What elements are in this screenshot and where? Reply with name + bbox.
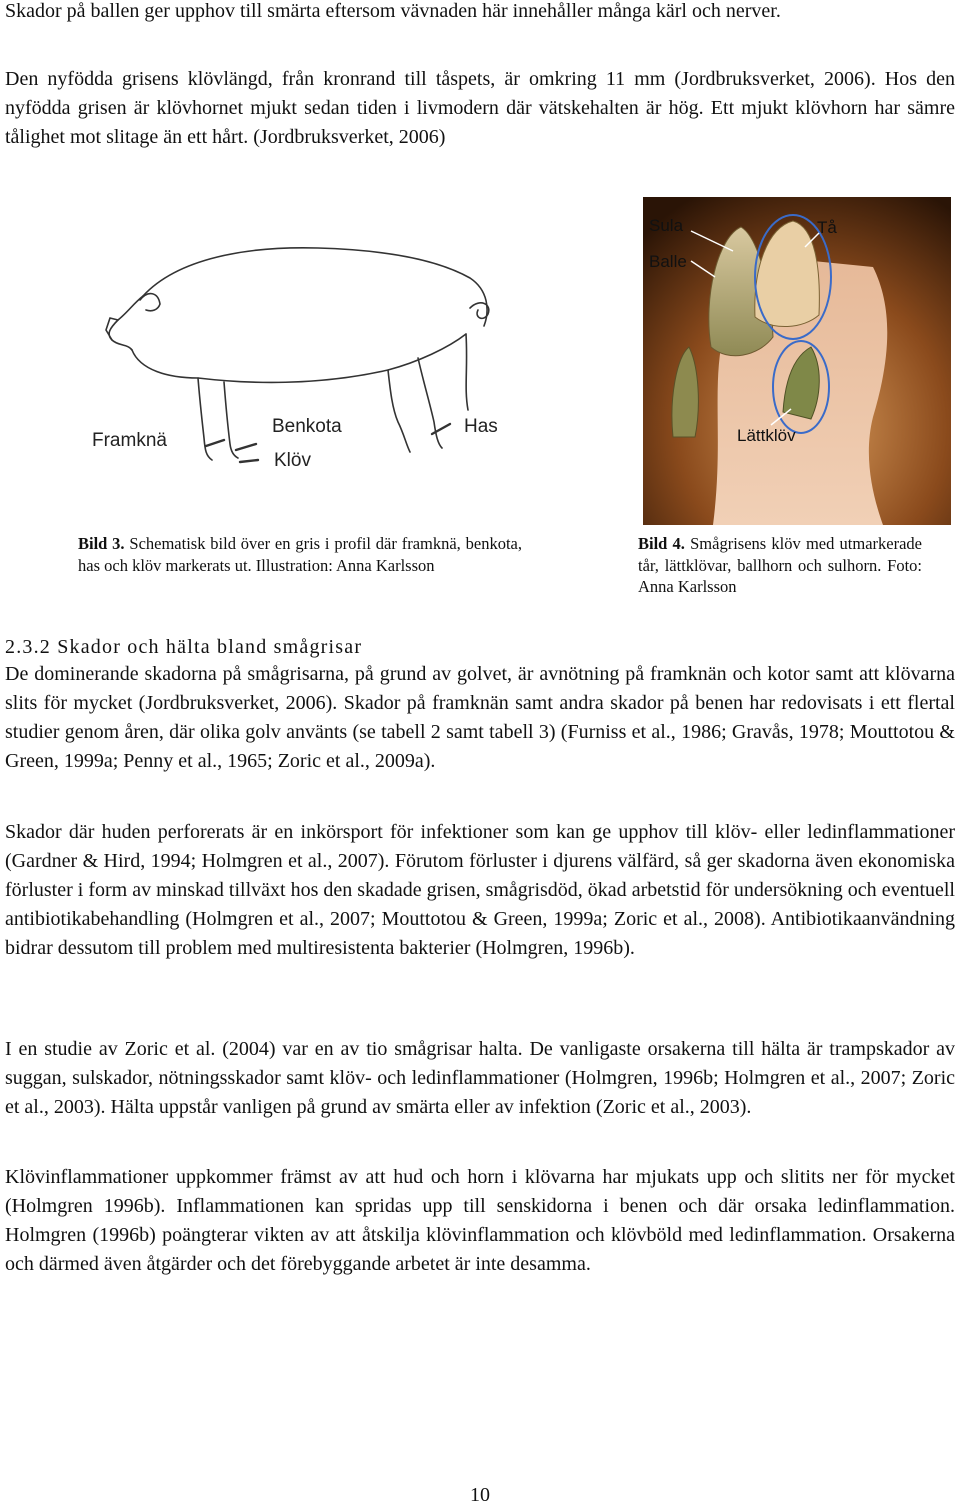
intro-paragraph-1: Skador på ballen ger upphov till smärta eftersom vävnaden här innehåller många kärl och nerver. <box>5 0 781 22</box>
figure3-caption <box>78 533 522 576</box>
figure4-caption-label: Bild 4. <box>638 534 685 553</box>
label-has: Has <box>464 416 498 437</box>
label-ta: Tå <box>817 218 837 237</box>
label-klov: Klöv <box>274 450 311 471</box>
label-balle: Balle <box>649 252 687 271</box>
intro-paragraph-2: Den nyfödda grisens klövlängd, från kronrand till tåspets, är omkring 11 mm (Jordbruksverket, 2006). Hos den nyfödda grisen är klövhornet mjukt sedan tiden i livmodern där vätskehalten är hög. Ett mjukt klövhorn har sämre tålighet mot slitage än ett hårt. (Jordbruksverket, 2006) <box>5 68 955 148</box>
page-number: 10 <box>470 1484 490 1506</box>
hoof-photo <box>643 197 951 525</box>
pig-illustration <box>88 238 528 486</box>
section-paragraph-2: Skador där huden perforerats är en inkörsport för infektioner som kan ge upphov till klöv- eller ledinflammationer (Gardner & Hird, 1994; Holmgren et al., 2007). Förutom förluster i djurens välfärd, så ger skadorna även ekonomiska förluster i form av minskad tillväxt hos den skadade grisen, smågrisdöd, ökad arbetstid för undersökning och eventuell antibiotikabehandling (Holmgren et al., 2007; Mouttotou & Green, 1999a; Zoric et al., 2008). Antibiotikaanvändning bidrar dessutom till problem med multiresistenta bakterier (Holmgren, 1996b). <box>5 821 955 959</box>
figure3-caption-text: Schematisk bild över en gris i profil där framknä, benkota, has och klöv markerats ut. Illustration: Anna Karlsson <box>78 534 522 575</box>
section-paragraph-4: Klövinflammationer uppkommer främst av att hud och horn i klövarna har mjukats upp och slitits ner för mycket (Holmgren 1996b). Inflammationen kan spridas upp till senskidorna i benen och där orsaka ledinflammation. Holmgren (1996b) poängterar vikten av att åtskilja klövinflammation och klövböld med ledinflammation. Orsakerna och därmed även åtgärder och det förebyggande arbetet är inte desamma. <box>5 1166 955 1275</box>
label-sula: Sula <box>649 216 684 235</box>
figure3-caption-label: Bild 3. <box>78 534 125 553</box>
section-heading: 2.3.2 Skador och hälta bland smågrisar <box>5 636 363 658</box>
figure4-caption-text: Smågrisens klöv med utmarkerade tår, lättklövar, ballhorn och sulhorn. Foto: Anna Karlsson <box>638 534 922 596</box>
label-lattklov: Lättklöv <box>737 426 796 445</box>
figure4-caption <box>638 533 922 598</box>
label-benkota: Benkota <box>272 416 342 437</box>
section-paragraph-1: De dominerande skadorna på smågrisarna, på grund av golvet, är avnötning på framknän och kotor samt att klövarna slits för mycket (Jordbruksverket, 2006). Skador på framknän samt andra skador på benen har redovisats i ett flertal studier genom åren, där olika golv använts (se tabell 2 samt tabell 3) (Furniss et al., 1986; Gravås, 1978; Mouttotou & Green, 1999a; Penny et al., 1965; Zoric et al., 2009a). <box>5 663 955 772</box>
section-paragraph-3: I en studie av Zoric et al. (2004) var en av tio smågrisar halta. De vanligaste orsakerna till hälta är trampskador av suggan, sulskador, nötningsskador samt klöv- och ledinflammationer (Holmgren, 1996b; Holmgren et al., 2007; Zoric et al., 2003). Hälta uppstår vanligen på grund av smärta eller av infektion (Zoric et al., 2003). <box>5 1038 955 1118</box>
label-framkna: Framknä <box>92 430 167 451</box>
